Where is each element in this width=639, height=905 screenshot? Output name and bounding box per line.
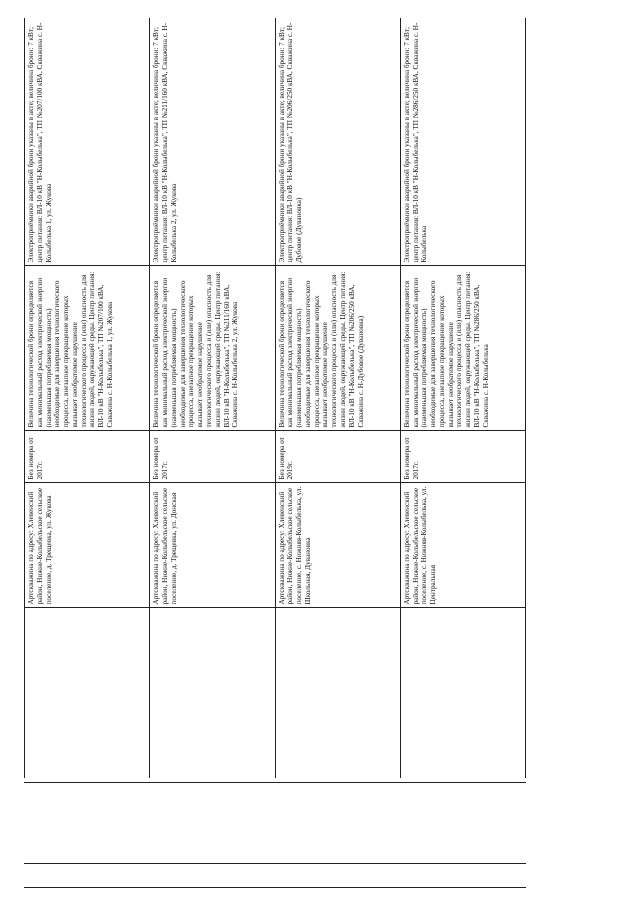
value-cell: Величина технологической брони определяется как минимальный расход электрической энергии (наименьшая потребляемая мощность) необходимые для завершения технологического процесса, внезапное прекращение которых вызывает необратимое нарушение технологического процесса и (или) опасность для жизни людей, окружающей среды. Центр питания: ВЛ-10 кВ "Н-Колыбелька", ТП №286/250 кВА, Скважина с. Н-Колыбелька: [400, 266, 525, 431]
address-cell: Артскважина по адресу: Хлевенский район, Нижне-Колыбельское сельское поселение, с. Нижняя-Колыбелька, ул. Центральная: [400, 483, 525, 608]
address-cell: Артскважина по адресу: Хлевенский район, Нижне-Колыбельское сельское поселение, д. Трещевка, ул. Жукова: [25, 483, 150, 608]
tech-cell: Электроприёмники аварийной брони указаны в акте; величина брони: 7 кВт; центр питания: ВЛ-10 кВ "Н-Колыбелька", ТП №207/100 кВА, Скважина с. Н-Колыбелька 1, ул. Жукова: [25, 18, 150, 266]
address-cell: Артскважина по адресу: Хлевенский район, Нижне-Колыбельское сельское поселение, с. Нижняя-Колыбелька, ул. Школьная, Дувановка: [275, 483, 400, 608]
bottom-rule: [24, 863, 526, 864]
date-cell: Без номера от 2017г.: [25, 431, 150, 483]
table-row: [275, 18, 400, 778]
date-cell: Без номера от 2019г.: [275, 431, 400, 483]
value-cell: Величина технологической брони определяется как минимальный расход электрической энергии (наименьшая потребляемая мощность) необходимые для завершения технологического процесса, внезапное прекращение которых вызывает необратимое нарушение технологического процесса и (или) опасность для жизни людей, окружающей среды. Центр питания: ВЛ-10 кВ "Н-Колыбелька", ТП №206/250 кВА, Скважина с. Н-Дубовое (Дувановка): [275, 266, 400, 431]
bottom-rule: [24, 782, 526, 783]
address-cell: Артскважина по адресу: Хлевенский район, Нижне-Колыбельское сельское поселение, д. Трещевка, ул. Донская: [150, 483, 275, 608]
blank-cell: [400, 608, 525, 778]
date-cell: Без номера от 2017г.: [400, 431, 525, 483]
blank-cell: [150, 608, 275, 778]
blank-cell: [275, 608, 400, 778]
brony-table: [24, 18, 526, 778]
rotated-table-region: [24, 18, 526, 778]
table-row: [150, 18, 275, 778]
blank-cell: [25, 608, 150, 778]
table-row: [400, 18, 525, 778]
table-row: [25, 18, 150, 778]
value-cell: Величина технологической брони определяется как минимальный расход электрической энергии (наименьшая потребляемая мощность) необходимые для завершения технологического процесса, внезапное прекращение которых вызывает необратимое нарушение технологического процесса и (или) опасность для жизни людей, окружающей среды. Центр питания: ВЛ-10 кВ "Н-Колыбелька", ТП №211/160 кВА, Скважина с. Н-Колыбелька 2, ул. Жукова: [150, 266, 275, 431]
value-cell: Величина технологической брони определяется как минимальный расход электрической энергии (наименьшая потребляемая мощность) необходимые для завершения технологического процесса, внезапное прекращение которых вызывает необратимое нарушение технологического процесса и (или) опасность для жизни людей, окружающей среды. Центр питания: ВЛ-10 кВ "Н-Колыбелька", ТП №207/100 кВА, Скважина с. Н-Колыбелька 1, ул. Жукова: [25, 266, 150, 431]
tech-cell: Электроприёмники аварийной брони указаны в акте; величина брони: 7 кВт; центр питания: ВЛ-10 кВ "Н-Колыбелька", ТП №286/250 кВА, Скважина с. Н-Колыбелька: [400, 18, 525, 266]
tech-cell: Электроприёмники аварийной брони указаны в акте; величина брони: 7 кВт; центр питания: ВЛ-10 кВ "Н-Колыбелька", ТП №211/160 кВА, Скважина с. Н-Колыбелька 2, ул. Жукова: [150, 18, 275, 266]
bottom-rule: [24, 887, 526, 888]
date-cell: Без номера от 2017г.: [150, 431, 275, 483]
tech-cell: Электроприёмники аварийной брони указаны в акте; величина брони: 7 кВт; центр питания: ВЛ-10 кВ "Н-Колыбелька", ТП №206/250 кВА, Скважина с. Н-Дубовое (Дувановка): [275, 18, 400, 266]
